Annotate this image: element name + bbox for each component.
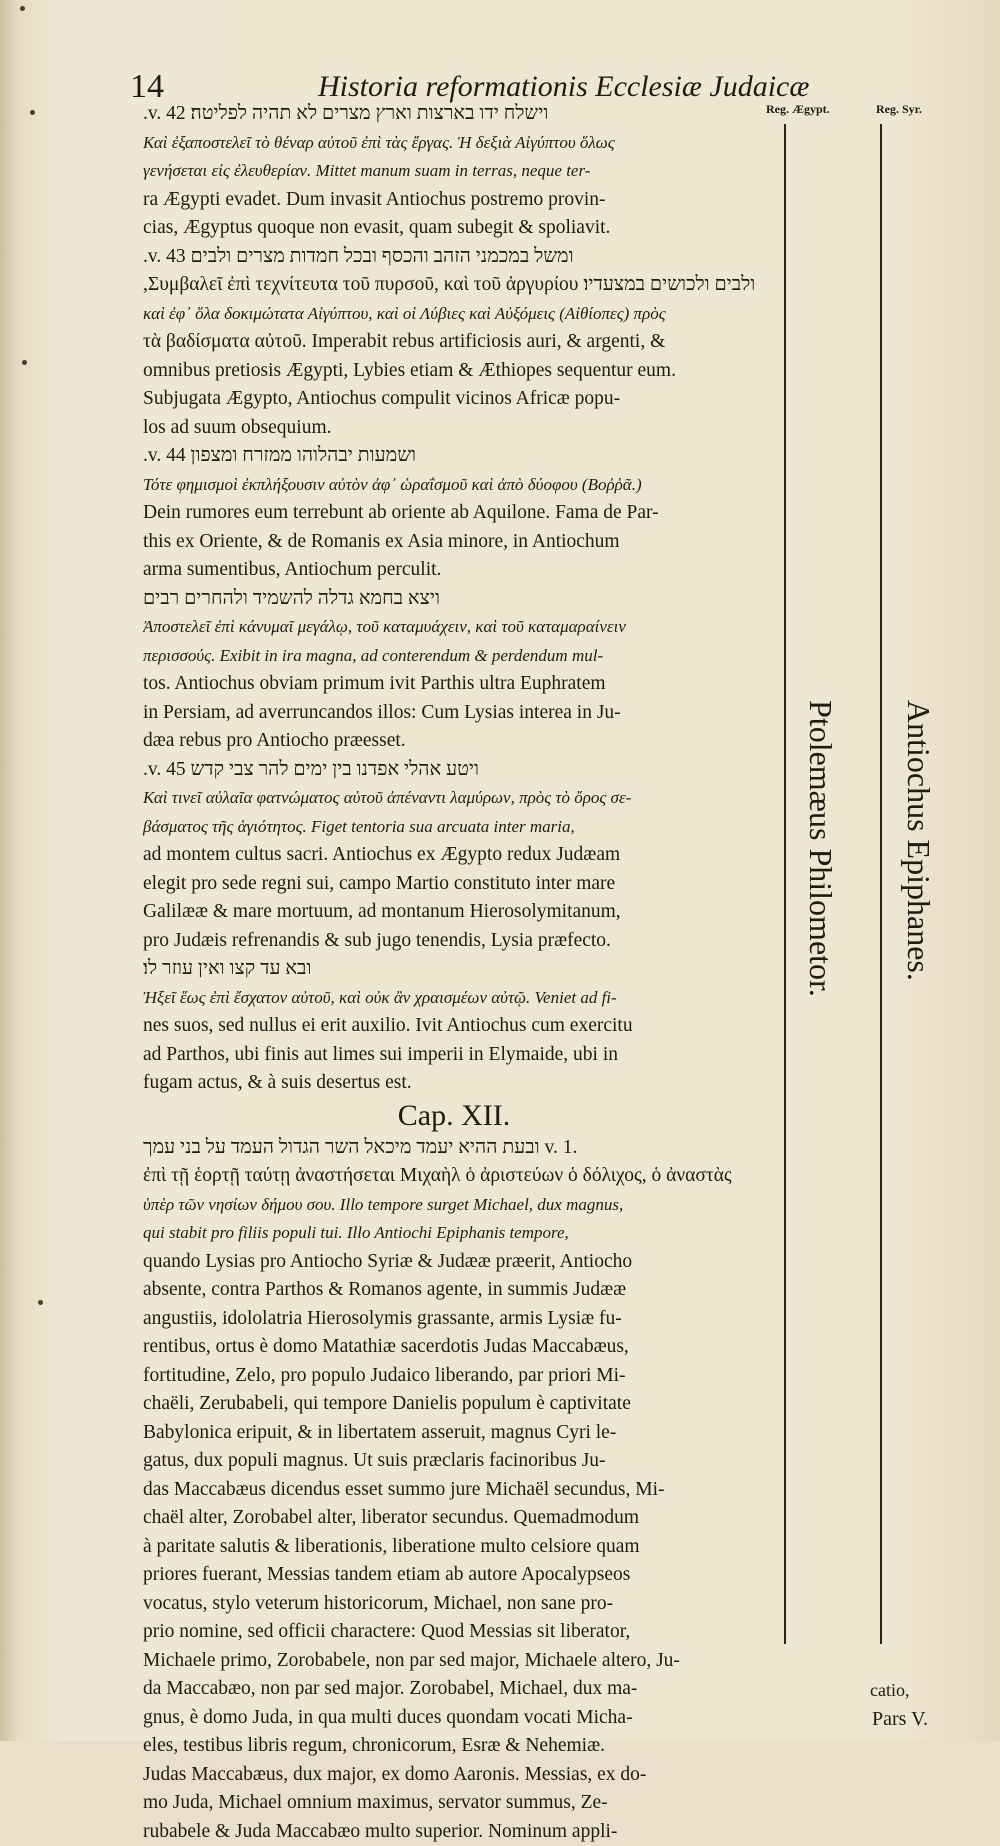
text-line: fortitudine, Zelo, pro populo Judaico liberando, par priori Mi- bbox=[143, 1362, 765, 1391]
ink-spot bbox=[22, 360, 27, 365]
text-line: cias, Ægyptus quoque non evasit, quam subegit & spoliavit. bbox=[143, 214, 765, 243]
text-line: chaël alter, Zorobabel alter, liberator secundus. Quemadmodum bbox=[143, 1504, 765, 1533]
text-line: pro Judæis refrenandis & sub jugo tenendis, Lysia præfecto. bbox=[143, 927, 765, 956]
text-line: arma sumentibus, Antiochum perculit. bbox=[143, 556, 765, 585]
text-line: ad montem cultus sacri. Antiochus ex Ægypto redux Judæam bbox=[143, 841, 765, 870]
text-line: περισσούς. Exibit in ira magna, ad conterendum & perdendum mul- bbox=[143, 642, 765, 671]
text-line: βάσματος τῆς ἁγιότητος. Figet tentoria sua arcuata inter maria, bbox=[143, 813, 765, 842]
text-line: ra Ægypti evadet. Dum invasit Antiochus postremo provin- bbox=[143, 186, 765, 215]
text-line: ומשל במכמני הזהב והכסף ובכל חמדות מצרים ולבים v. 43. bbox=[143, 243, 765, 272]
text-line: absente, contra Parthos & Romanos agente, in summis Judææ bbox=[143, 1276, 765, 1305]
ink-spot bbox=[38, 1300, 43, 1305]
text-line: mo Juda, Michael omnium maximus, servator summus, Ze- bbox=[143, 1789, 765, 1818]
text-line: ולבים ולכושים במצעדיו׃ Συμβαλεῖ ἐπὶ τεχνίτευτα τοῦ πυρσοῦ, καὶ τοῦ ἀργυρίου, bbox=[143, 271, 765, 300]
margin-header-left: Reg. Ægypt. bbox=[766, 102, 830, 117]
text-line: Babylonica eripuit, & in libertatem asseruit, magnus Cyri le- bbox=[143, 1419, 765, 1448]
text-line: à paritate salutis & liberationis, liberatione multo celsiore quam bbox=[143, 1533, 765, 1562]
running-title: Historia reformationis Ecclesiæ Judaicæ bbox=[318, 70, 809, 104]
text-line: ἐπὶ τῇ ἑορτῇ ταύτῃ ἀναστήσεται Μιχαὴλ ὁ ἀριστεύων ὁ δόλιχος, ὁ ἀναστὰς bbox=[143, 1162, 765, 1191]
margin-rule-right bbox=[880, 124, 882, 1644]
margin-label-ptolemaeus: Ptolemæus Philometor. bbox=[802, 700, 839, 997]
ink-spot bbox=[20, 6, 25, 11]
text-line: rubabele & Juda Maccabæo multo superior. Nominum appli- bbox=[143, 1818, 765, 1846]
margin-header-right: Reg. Syr. bbox=[876, 102, 922, 117]
text-line: angustiis, idololatria Hierosolymis grassante, armis Lysiæ fu- bbox=[143, 1305, 765, 1334]
text-line: ויצא בחמא גדלה להשמיד ולהחרים רבים bbox=[143, 585, 765, 614]
text-line: vocatus, stylo veterum historicorum, Michael, non sane pro- bbox=[143, 1590, 765, 1619]
text-line: los ad suum obsequium. bbox=[143, 414, 765, 443]
text-line: nes suos, sed nullus ei erit auxilio. Ivit Antiochus cum exercitu bbox=[143, 1012, 765, 1041]
text-line: Galilææ & mare mortuum, ad montanum Hierosolymitanum, bbox=[143, 898, 765, 927]
text-line: omnibus pretiosis Ægypti, Lybies etiam & Æthiopes sequentur eum. bbox=[143, 357, 765, 386]
margin-label-antiochus: Antiochus Epiphanes. bbox=[900, 700, 937, 981]
text-line: chaëli, Zerubabeli, qui tempore Danielis populum è captivitate bbox=[143, 1390, 765, 1419]
text-line: dæa rebus pro Antiocho præesset. bbox=[143, 727, 765, 756]
text-line: eles, testibus libris regum, chronicorum, Esræ & Nehemiæ. bbox=[143, 1732, 765, 1761]
catchword: catio, bbox=[870, 1680, 909, 1701]
text-line: prio nomine, sed officii charactere: Quod Messias sit liberator, bbox=[143, 1618, 765, 1647]
text-line: Ἀποστελεῖ ἐπὶ κάνυμαῖ μεγάλῳ, τοῦ καταμυάχειν, καὶ τοῦ καταμαραίνειν bbox=[143, 613, 765, 642]
text-line: qui stabit pro filiis populi tui. Illo Antiochi Epiphanis tempore, bbox=[143, 1219, 765, 1248]
text-line: Καὶ τινεῖ αὐλαῖα φατνώματος αὐτοῦ ἀπέναντι λαμύρων, πρὸς τὸ ὄρος σε- bbox=[143, 784, 765, 813]
text-line: Subjugata Ægypto, Antiochus compulit vicinos Africæ popu- bbox=[143, 385, 765, 414]
text-line: gatus, dux populi magnus. Ut suis præclaris facinoribus Ju- bbox=[143, 1447, 765, 1476]
text-line: priores fuerant, Messias tandem etiam ab autore Apocalypseos bbox=[143, 1561, 765, 1590]
text-line: ובא עד קצו ואין עוזר לו׃ bbox=[143, 955, 765, 984]
text-line: gnus, è domo Juda, in qua multi duces quondam vocati Micha- bbox=[143, 1704, 765, 1733]
text-line: וישלח ידו בארצות וארץ מצרים לא תהיה לפליטה׃ v. 42. bbox=[143, 100, 765, 129]
text-line: da Maccabæo, non par sed major. Zorobabel, Michael, dux ma- bbox=[143, 1675, 765, 1704]
text-line: elegit pro sede regni sui, campo Martio constituto inter mare bbox=[143, 870, 765, 899]
text-line: in Persiam, ad averruncandos illos: Cum Lysias interea in Ju- bbox=[143, 699, 765, 728]
text-line: quando Lysias pro Antiocho Syriæ & Judææ præerit, Antiocho bbox=[143, 1248, 765, 1277]
text-line: this ex Oriente, & de Romanis ex Asia minore, in Antiochum bbox=[143, 528, 765, 557]
chapter-heading: Cap. XII. bbox=[143, 1098, 765, 1134]
text-line: ὑπὲρ τῶν νησίων δήμου σου. Illo tempore surget Michael, dux magnus, bbox=[143, 1191, 765, 1220]
text-line: fugam actus, & à suis desertus est. bbox=[143, 1069, 765, 1098]
text-line: Καὶ ἐξαποστελεῖ τὸ θέναρ αὐτοῦ ἐπὶ τὰς ἔργας. Ἡ δεξιὰ Αἰγύπτου ὅλως bbox=[143, 129, 765, 158]
text-line: καὶ ἐφ᾽ ὅλα δοκιμώτατα Αἰγύπτου, καὶ οἱ Λύβιες καὶ Αὐξόμεις (Αἰθίοπες) πρὸς bbox=[143, 300, 765, 329]
body-text bbox=[143, 100, 765, 1846]
text-line: Dein rumores eum terrebunt ab oriente ab Aquilone. Fama de Par- bbox=[143, 499, 765, 528]
text-line: tos. Antiochus obviam primum ivit Parthis ultra Euphratem bbox=[143, 670, 765, 699]
text-line: Τότε φημισμοὶ ἐκπλήξουσιν αὐτὸν ἀφ᾽ ὡραΐσμοῦ καὶ ἀπὸ δύοφου (Βοῤῥᾶ.) bbox=[143, 471, 765, 500]
text-line: rentibus, ortus è domo Matathiæ sacerdotis Judas Maccabæus, bbox=[143, 1333, 765, 1362]
text-line: ויטע אהלי אפדנו בין ימים להר צבי קדש v. 45. bbox=[143, 756, 765, 785]
text-line: γενήσεται εἰς ἐλευθερίαν. Mittet manum suam in terras, neque ter- bbox=[143, 157, 765, 186]
text-line: das Maccabæus dicendus esset summo jure Michaël secundus, Mi- bbox=[143, 1476, 765, 1505]
text-line: τὰ βαδίσματα αὐτοῦ. Imperabit rebus artificiosis auri, & argenti, & bbox=[143, 328, 765, 357]
text-line: ושמעות יבהלוהו ממזרח ומצפון v. 44. bbox=[143, 442, 765, 471]
text-line: ad Parthos, ubi finis aut limes sui imperii in Elymaide, ubi in bbox=[143, 1041, 765, 1070]
text-line: ובעת ההיא יעמד מיכאל השר הגדול העמד על בני עמך v. 1. bbox=[143, 1134, 765, 1163]
text-line: Ἠξεῖ ἕως ἐπὶ ἔσχατον αὐτοῦ, καὶ οὐκ ἂν χραισμέων αὐτῷ. Veniet ad fi- bbox=[143, 984, 765, 1013]
text-line: Michaele primo, Zorobabele, non par sed major, Michaele altero, Ju- bbox=[143, 1647, 765, 1676]
ink-spot bbox=[30, 110, 35, 115]
margin-rule-left bbox=[784, 124, 786, 1644]
signature-mark: Pars V. bbox=[872, 1708, 928, 1731]
text-line: Judas Maccabæus, dux major, ex domo Aaronis. Messias, ex do- bbox=[143, 1761, 765, 1790]
page-number: 14 bbox=[130, 68, 164, 106]
